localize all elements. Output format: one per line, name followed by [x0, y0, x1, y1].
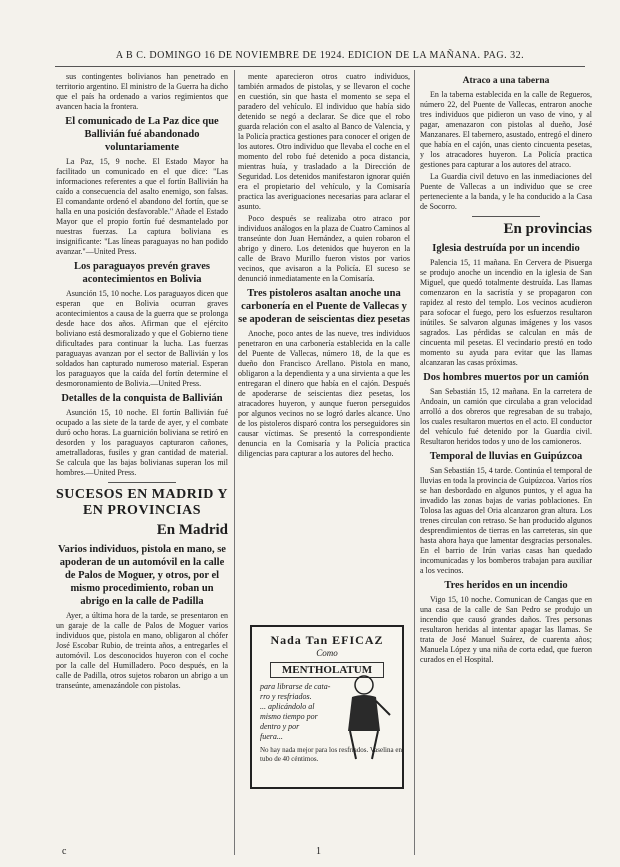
ad-line: mismo tiempo por: [260, 712, 318, 721]
intro-paragraph: sus contingentes bolivianos han penetrado en territorio argentino. El ministro de la Guerra ha dicho que el país ha ordenado a varios regimientos que avancen hacia la frontera.: [56, 72, 228, 111]
ad-line: rro y resfriados.: [260, 692, 312, 701]
ad-como: Como: [316, 648, 338, 658]
article-temporal-lluvias: San Sebastián 15, 4 tarde. Continúa el temporal de lluvias en toda la provincia de Guipúzcoa. Varios ríos se han desbordado en algunos puntos, y el agua ha invadido las zonas bajas de varias poblaciones. En Tolosa las aguas del Oria alcanzaron gran altura. Los trenes circulan con retraso. Se han producido algunos desprendimientos de tierras en las carreteras, sin que hasta ahora haya que lamentar desgracias personales. En el barrio de Irún varias casas han quedado incomunicadas y los bomberos trabajan para auxiliar a los vecinos.: [420, 466, 592, 575]
article-dos-hombres-muertos: San Sebastián 15, 12 mañana. En la carretera de Andoain, un camión que circulaba a gran velocidad arrolló a dos obreros que regresaban de su trabajo, los cuales resultaron muertos en el acto. El conductor del vehículo fué detenido por la Guardia civil. Resultaron heridos todos y uno de los camioneros.: [420, 387, 592, 446]
ad-product-name: MENTHOLATUM: [270, 662, 384, 678]
section-separator: [472, 216, 541, 217]
section-separator: [108, 482, 177, 483]
article-atraco-taberna: En la taberna establecida en la calle de Regueros, número 22, del Puente de Vallecas, entraron anoche tres individuos que pidieron un vaso de vino, y al pagar, amenazaron con pistolas al dueño, José Manzanares. El tabernero, asustado, entregó el dinero que había en el cajón, unas ciento cincuenta pesetas, y los atracadores huyeron. La Policía practica gestiones para capturar a los autores del atraco.: [420, 90, 592, 169]
column-2: [238, 72, 410, 612]
column-3: [420, 72, 592, 852]
article-continuation: mente aparecieron otros cuatro individuos, también armados de pistolas, y se llevaron el coche en cuestión, sin que hasta el momento se sepa el paradero del vehículo. El individuo que había sido detenido se negó a declarar. Se dice que el robo guarda relación con el asalto al Banco de Valencia, y la Policía practica gestiones para conocer el origen de los autores. Otro individuo que llevaba el coche en el momento del robo fué detenido a poca distancia, mientras huía, y trasladado a la Dirección de Seguridad. Los detenidos manifestaron ignorar quién era el propietario del vehículo, y la Comisaría practica las averiguaciones necesarias para aclarar el asunto.: [238, 72, 410, 211]
headline-temporal-lluvias: Temporal de lluvias en Guipúzcoa: [429, 451, 583, 462]
footer-left-mark: c: [62, 846, 67, 857]
section-headline-sucesos: SUCESOS EN MADRID Y EN PROVINCIAS: [56, 487, 228, 518]
article-guardia-civil: La Guardia civil detuvo en las inmediaciones del Puente de Vallecas a un individuo que se cree perteneciente a la banda, y le ha conducido a la Casa de Socorro.: [420, 172, 592, 211]
column-1: [56, 72, 228, 852]
headline-tres-pistoleros: Tres pistoleros asaltan anoche una carbonería en el Puente de Vallecas y se apoderan de seiscientas diez pesetas: [238, 288, 410, 325]
article-tres-pistoleros: Anoche, poco antes de las nueve, tres individuos penetraron en una carbonería establecida en la calle del Puente de Vallecas, número 18, de la que es dueño don Francisco Arellano. Pistola en mano, obligaron a la dependienta y a una sirvienta a que les entregaran el dinero que había en el cajón. Después de apoderarse de seiscientas diez pesetas, los atracadores huyeron, y aunque fueron perseguidos por algunos vecinos no se logró darles alcance. Uno de los pistoleros disparó contra los perseguidores sin causar víctimas. Se presentó la correspondiente denuncia en la Comisaría y la Policía practica diligencias para capturar a los autores del hecho.: [238, 329, 410, 458]
ad-brand-headline: Nada Tan EFICAZ: [270, 633, 384, 647]
footer-center-mark: 1: [316, 846, 321, 857]
header-rule: [55, 66, 585, 67]
ad-line: dentro y por: [260, 722, 300, 731]
ad-figure-illustration: [334, 671, 394, 761]
column-divider-1: [234, 70, 235, 855]
ad-line: ... aplicándolo al: [260, 702, 315, 711]
ad-footer: No hay nada mejor para los resfriados. Vaselina en tubo de 40 céntimos.: [260, 746, 402, 763]
headline-iglesia-destruida: Iglesia destruída por un incendio: [432, 243, 580, 254]
page-header: A B C. DOMINGO 16 DE NOVIEMBRE DE 1924. EDICION DE LA MAÑANA. PAG. 32.: [115, 50, 525, 61]
ad-line: para librarse de cata-: [260, 682, 331, 691]
article-iglesia-destruida: Palencia 15, 11 mañana. En Cervera de Pisuerga se produjo anoche un incendio en la iglesia de San Miguel, que quedó totalmente destruída. Las llamas comenzaron en la sacristía y se propagaron con rapidez al resto del templo. Los vecinos acudieron para sofocar el fuego, pero los esfuerzos resultaron inútiles. Se salvaron algunas imágenes y los vasos sagrados. Las pérdidas se calculan en más de cincuenta mil pesetas. El vecindario prestó en todo momento su ayuda para evitar que las llamas alcanzaran las casas próximas.: [420, 258, 592, 367]
headline-paraguayos-preven: Los paraguayos prevén graves acontecimientos en Bolivia: [73, 261, 211, 285]
section-title-madrid: En Madrid: [156, 522, 228, 538]
article-conquista-ballivian: Asunción 15, 10 noche. El fortín Ballivián fué ocupado a las siete de la tarde de ayer, y el combate duró ocho horas. La guarnición boliviana se retiró en desorden y los paraguayos capturaron cañones, ametralladoras, fusiles y gran cantidad de material. Se calcula que las bajas bolivianas superan los mil hombres.—United Press.: [56, 408, 228, 477]
mentholatum-advertisement: [250, 625, 404, 789]
headline-comunicado-la-paz: El comunicado de La Paz dice que Ballivián fué abandonado voluntariamente: [65, 116, 219, 153]
headline-tres-heridos-incendio: Tres heridos en un incendio: [444, 580, 568, 591]
article-cuatro-caminos: Poco después se realizaba otro atraco por individuos análogos en la plaza de Cuatro Caminos al transeúnte don Juan Hernández, a quien robaron el abrigo y dinero. Los detenidos que huyeron en la calle de Bravo Murillo fueron vistos por varios vecinos, que avisaron a la Policía. El suceso se denunció inmediatamente en la Comisaría.: [238, 214, 410, 283]
article-tres-heridos-incendio: Vigo 15, 10 noche. Comunican de Cangas que en una casa de la calle de San Pedro se produjo un incendio que causó grandes daños. Tres personas resultaron heridas al intentar apagar las llamas. Se trata de José Manuel Suárez, de cuarenta años; Manuela López y una niña de corta edad, que fueron curados en el Hospital.: [420, 595, 592, 664]
headline-conquista-ballivian: Detalles de la conquista de Ballivián: [61, 393, 223, 404]
headline-automovil-palos-moguer: Varios individuos, pistola en mano, se apoderan de un automóvil en la calle de Palos de Moguer, y otros, por el mismo procedimiento, roban un abrigo en la calle de Padilla: [58, 544, 226, 607]
headline-dos-hombres-muertos: Dos hombres muertos por un camión: [423, 372, 589, 383]
article-automovil-palos-moguer: Ayer, a última hora de la tarde, se presentaron en un garaje de la calle de Palos de Moguer varios individuos que, pistola en mano, obligaron al chófer José Escobar Rubio, de treinta años, a entregarles el automóvil. Los desconocidos huyeron con el coche por la calle del Humilladero. Poco después, en la calle de Padilla, otros sujetos robaron un abrigo a un transeúnte, amenazándole con pistolas.: [56, 611, 228, 690]
headline-atraco-taberna: Atraco a una taberna: [462, 76, 550, 86]
column-divider-2: [414, 70, 415, 855]
article-paraguayos-preven: Asunción 15, 10 noche. Los paraguayos dicen que esperan que en Bolivia ocurran graves acontecimientos a causa de la guerra que se prolonga desde hace dos años. Afirman que el ejército boliviano está desmoralizado y que el Gobierno tiene dificultades para continuar la lucha. Las fuerzas paraguayas avanzan por el sector de Ballivián y los soldados han capturado numeroso material. Esperan los paraguayos que la caída del fortín determine el desmoronamiento de Bolivia.—United Press.: [56, 289, 228, 388]
article-comunicado-la-paz: La Paz, 15, 9 noche. El Estado Mayor ha facilitado un comunicado en el que dice: "Las informaciones referentes a que el fortín Ballivián ha caído a consecuencia del asalto enemigo, son falsas. El comandante ordenó el abandono del fortín, que se halla en una posición desfavorable." Añade el Estado Mayor que el propio fortín fué desmantelado por nuestras fuerzas. La captura boliviana es insignificante: "Las líneas paraguayas no han podido avanzar."—United Press.: [56, 157, 228, 256]
section-title-provincias: En provincias: [503, 221, 592, 237]
ad-line: fuera...: [260, 732, 283, 741]
